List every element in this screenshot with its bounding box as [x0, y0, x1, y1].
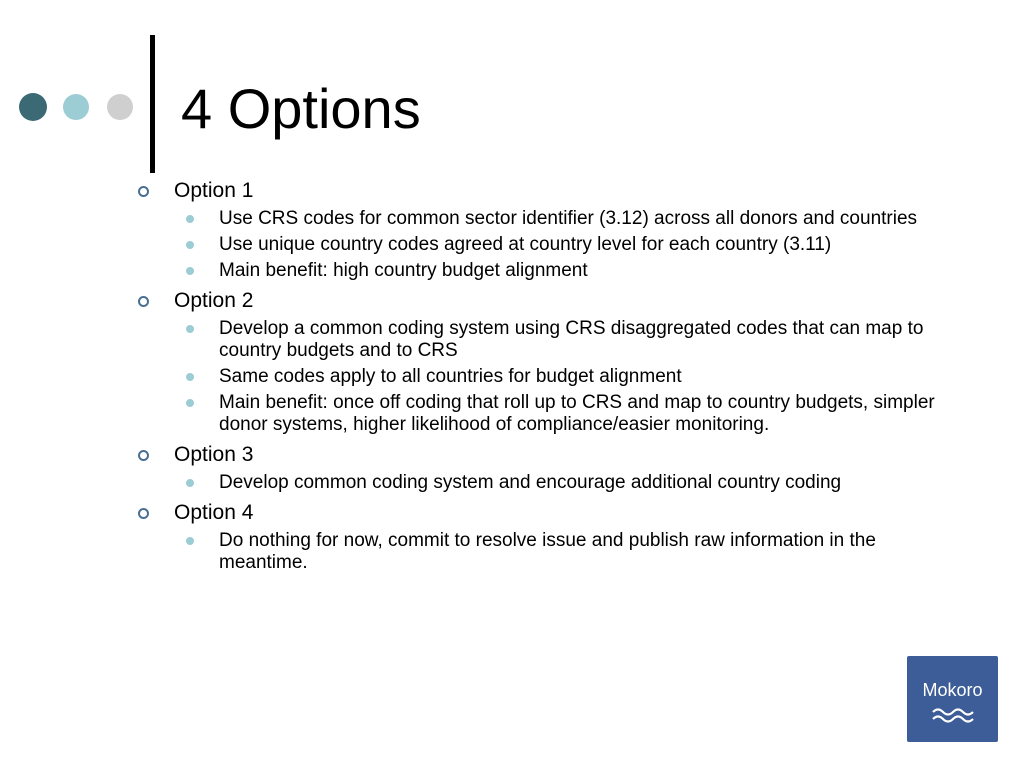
- decorative-dots: [0, 0, 160, 180]
- mokoro-logo: [907, 656, 998, 742]
- sub-point-text: Main benefit: high country budget alignment: [219, 260, 588, 281]
- dot-dark: [19, 93, 47, 121]
- ring-bullet-icon: [138, 186, 149, 197]
- option-label: Option 2: [174, 289, 254, 312]
- ring-bullet-icon: [138, 450, 149, 461]
- dot-bullet-icon: [186, 399, 194, 407]
- logo-text: Mokoro: [922, 680, 983, 700]
- dot-light: [107, 94, 133, 120]
- dot-bullet-icon: [186, 215, 194, 223]
- slide-title: 4 Options: [181, 77, 421, 140]
- sub-point: [136, 392, 956, 436]
- ring-bullet-icon: [138, 296, 149, 307]
- dot-bullet-icon: [186, 241, 194, 249]
- sub-point: [136, 318, 956, 362]
- option-item: [136, 500, 956, 525]
- sub-point: [136, 208, 956, 230]
- slide-content: [136, 176, 956, 574]
- sub-point: [136, 234, 956, 256]
- sub-point-text: Do nothing for now, commit to resolve issue and publish raw information in the meantime.: [219, 530, 876, 573]
- option-item: [136, 288, 956, 313]
- sub-point-text: Main benefit: once off coding that roll up to CRS and map to country budgets, simpler donor systems, higher likelihood of compliance/easier monitoring.: [219, 392, 935, 435]
- sub-point: [136, 260, 956, 282]
- sub-point: [136, 530, 956, 574]
- dot-mid: [63, 94, 89, 120]
- dot-bullet-icon: [186, 537, 194, 545]
- dot-bullet-icon: [186, 325, 194, 333]
- option-label: Option 3: [174, 443, 254, 466]
- dot-bullet-icon: [186, 267, 194, 275]
- sub-point-text: Use unique country codes agreed at country level for each country (3.11): [219, 234, 832, 255]
- sub-point: [136, 472, 956, 494]
- option-item: [136, 442, 956, 467]
- wave-icon: [931, 704, 975, 724]
- sub-point-text: Develop a common coding system using CRS disaggregated codes that can map to country budgets and to CRS: [219, 318, 924, 361]
- dot-bullet-icon: [186, 373, 194, 381]
- sub-point-text: Develop common coding system and encourage additional country coding: [219, 472, 842, 493]
- sub-point-text: Same codes apply to all countries for budget alignment: [219, 366, 682, 387]
- sub-point-text: Use CRS codes for common sector identifier (3.12) across all donors and countries: [219, 208, 918, 229]
- option-label: Option 1: [174, 179, 254, 202]
- ring-bullet-icon: [138, 508, 149, 519]
- option-item: [136, 178, 956, 203]
- sub-point: [136, 366, 956, 388]
- dot-bullet-icon: [186, 479, 194, 487]
- title-divider-line: [150, 35, 155, 173]
- option-label: Option 4: [174, 501, 254, 524]
